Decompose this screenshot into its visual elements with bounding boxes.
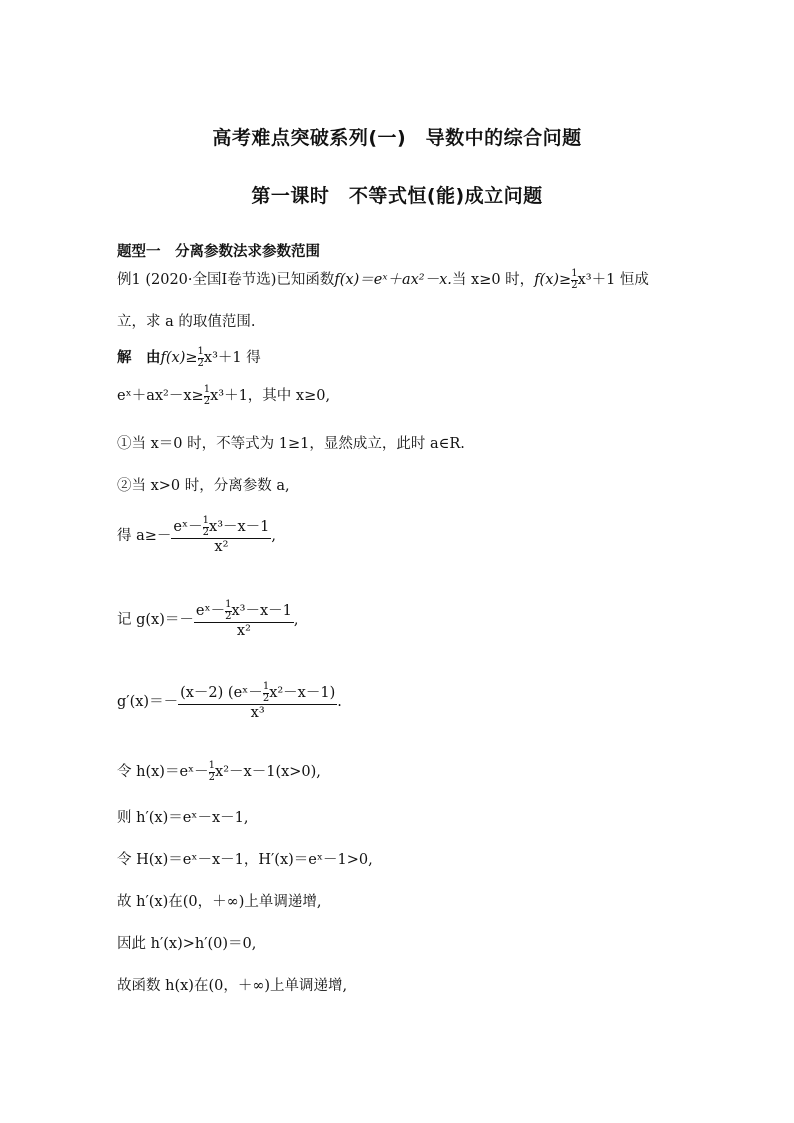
example-prefix: 例1 (2020·全国Ⅰ卷节选)已知函数 bbox=[117, 272, 335, 288]
example-line-2: 立，求 a 的取值范围. bbox=[117, 314, 256, 330]
monotonic-h: 故函数 h(x)在(0，＋∞)上单调递增, bbox=[117, 978, 348, 994]
gprime-prefix: g′(x)＝－ bbox=[117, 693, 179, 710]
bound-a: 得 a≥－ $eˣ-\frac{1}{2}$ x³－x－1 x² , bbox=[117, 515, 277, 555]
h-definition: 令 $h(x)=eˣ-\frac{1}{2}$ x²－x－1(x>0), bbox=[117, 760, 321, 783]
example-line-1 bbox=[117, 268, 649, 291]
bound-fraction: $eˣ-\frac{1}{2}$ x³－x－1 x² bbox=[173, 515, 270, 555]
example-mid: 当 x≥0 时， bbox=[451, 272, 535, 288]
bound-prefix: 得 a≥－ bbox=[117, 527, 172, 544]
half-fraction: $\frac{1}{2}$ bbox=[203, 384, 211, 407]
half-fraction: $\frac{1}{2}$ bbox=[571, 268, 578, 291]
monotonic-hprime: 故 h′(x)在(0，＋∞)上单调递增, bbox=[117, 894, 322, 910]
page-subtitle: 第一课时 不等式恒(能)成立问题 bbox=[251, 185, 543, 207]
g-derivative: g′(x)＝－ (x－2) ($eˣ-\frac{1}{2}$ x²－x－1) x³ . bbox=[117, 681, 342, 721]
solution-tail: x³＋1 得 bbox=[203, 350, 261, 366]
example-cond-left: f(x)≥ bbox=[534, 272, 572, 288]
hprime-positive: 因此 h′(x)>h′(0)＝0, bbox=[117, 936, 257, 952]
h-derivative: 则 h′(x)＝eˣ－x－1, bbox=[117, 810, 249, 826]
example-cond-right: x³＋1 恒成 bbox=[577, 272, 649, 288]
section-heading: 题型一 分离参数法求参数范围 bbox=[117, 244, 320, 260]
solution-line-1 bbox=[117, 346, 261, 369]
case-one: ①当 x＝0 时，不等式为 1≥1，显然成立，此时 a∈R. bbox=[117, 436, 465, 452]
inequality-left: eˣ＋ax²－x≥ bbox=[117, 388, 204, 404]
g-fraction: $eˣ-\frac{1}{2}$ x³－x－1 x² bbox=[195, 599, 292, 639]
H-definition: 令 H(x)＝eˣ－x－1，H′(x)＝eˣ－1>0, bbox=[117, 852, 373, 868]
gprime-fraction: (x－2) ($eˣ-\frac{1}{2}$ x²－x－1) x³ bbox=[180, 681, 336, 721]
inequality-tail: x³＋1，其中 x≥0, bbox=[210, 388, 331, 404]
g-definition: 记 g(x)＝－ $eˣ-\frac{1}{2}$ x³－x－1 x² , bbox=[117, 599, 299, 639]
solution-line-2 bbox=[117, 384, 330, 407]
solution-fx: f(x)≥ bbox=[160, 350, 198, 366]
solution-head: 解 由 bbox=[117, 350, 161, 366]
example-function: f(x)＝eˣ＋ax²－x. bbox=[334, 272, 452, 288]
page-title: 高考难点突破系列(一) 导数中的综合问题 bbox=[212, 127, 582, 149]
half-fraction: $\frac{1}{2}$ bbox=[197, 346, 204, 369]
g-prefix: 记 g(x)＝－ bbox=[117, 611, 194, 628]
case-two: ②当 x>0 时，分离参数 a, bbox=[117, 478, 290, 494]
